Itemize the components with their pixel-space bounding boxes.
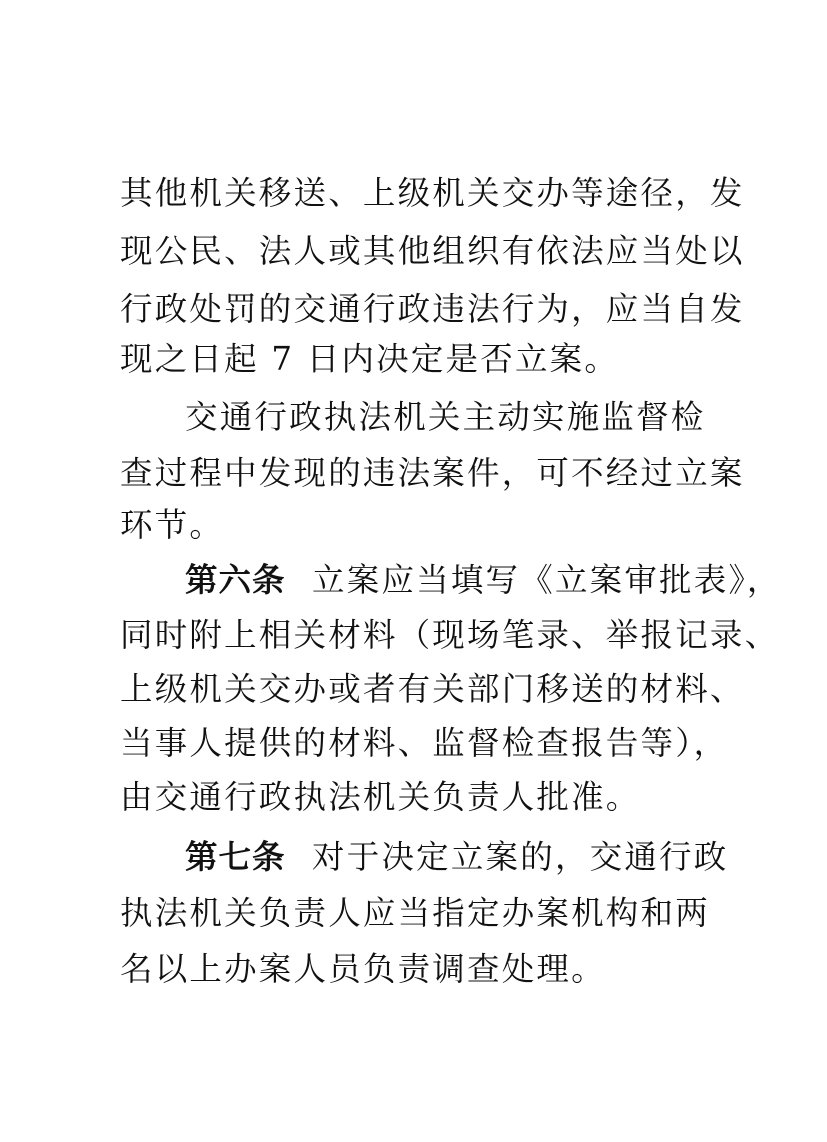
text-line-2: 现公民、法人或其他组织有依法应当处以 — [120, 232, 745, 270]
text-line-14: 执法机关负责人应当指定办案机构和两 — [120, 894, 710, 932]
text-line-4: 现之日起 7 日内决定是否立案。 — [120, 340, 620, 378]
text-line-10: 上级机关交办或者有关部门移送的材料、 — [120, 670, 745, 708]
text-line-5: 交通行政执法机关主动实施监督检 — [185, 398, 706, 436]
article-7-text: 对于决定立案的，交通行政 — [312, 838, 729, 876]
text-line-1: 其他机关移送、上级机关交办等途径，发 — [120, 174, 745, 212]
text-line-3: 行政处罚的交通行政违法行为，应当自发 — [120, 290, 745, 328]
article-7-heading: 第七条 — [185, 838, 286, 876]
text-line-9: 同时附上相关材料（现场笔录、举报记录、 — [120, 616, 780, 654]
text-line-6: 查过程中发现的违法案件，可不经过立案 — [120, 454, 745, 492]
article-6-line — [185, 551, 805, 609]
text-line-7: 环节。 — [120, 506, 225, 544]
article-6-text: 立案应当填写《立案审批表》， — [312, 561, 782, 599]
text-line-15: 名以上办案人员负责调查处理。 — [120, 950, 606, 988]
article-6-heading: 第六条 — [185, 561, 286, 599]
article-7-line — [185, 828, 805, 886]
text-line-11: 当事人提供的材料、监督检查报告等）， — [120, 724, 729, 762]
text-line-12: 由交通行政执法机关负责人批准。 — [120, 778, 641, 816]
